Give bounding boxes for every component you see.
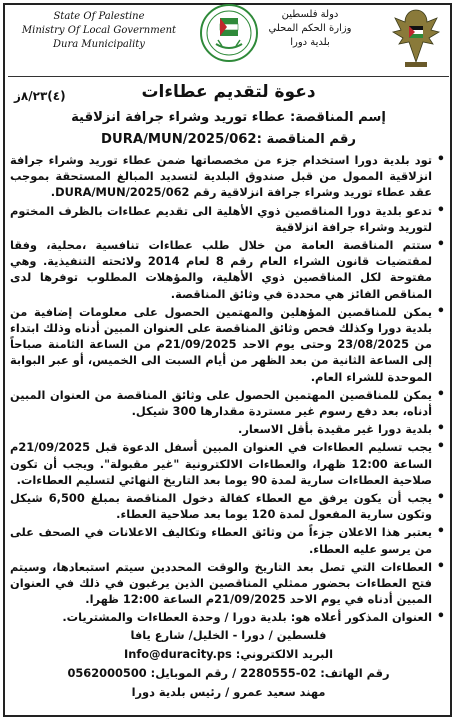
bullet-item: • يجب أن يكون يرفق مع العطاء كفالة دخول المناقصة بمبلغ 6,500 شيكل وتكون سارية المفعول لمدة 120 يوما بعد صلاحية العطاء. (10, 490, 445, 522)
eagle-emblem-icon (389, 4, 443, 72)
bullet-item: • بلدية دورا غير مقيدة بأقل الاسعار. (10, 421, 445, 437)
en-ministry: Ministry Of Local Government (21, 25, 177, 36)
bullet-item: • العطاءات التي تصل بعد التاريخ والوقت المحددين سيتم استبعادها، وسيتم فتح العطاءات بحضور ممثلي المناقصين الذين يرغبون في ذلك في العنوان المبين أدناه في يوم الاحد 21/09/2025م الساعة 12:00 ظهرا. (10, 559, 445, 608)
reference-number: (٤)٨/٢٣ز (14, 89, 66, 103)
ar-municipality: بلدية دورا (290, 37, 330, 48)
bullet-item: • يجب تسليم العطاءات في العنوان المبين أسفل الدعوة قبل 21/09/2025م الساعة 12:00 ظهرا، والعطاءات الالكترونية "غير مقبولة". ويجب أن تكون صلاحية العطاءات سارية لمدة 90 يوما بعد التاريخ النهائي لتسليم العطاءات. (10, 439, 445, 488)
arabic-org-block (235, 8, 385, 50)
bullet-item: • يمكن للمناقصين المؤهلين والمهتمين الحصول على معلومات إضافية من بلدية دورا وكذلك فحص وثائق المناقصة على العنوان المبين أدناه وذلك ابتداء من 23/08/2025 وحتى يوم الاحد 21/09/2025م من الساعة الثامنة صباحاً إلى الساعة الثانية من بعد الظهر من أيام السبت الى الخميس، أو عبر البوابة الموحدة للشراء العام. (10, 304, 445, 385)
header-divider (8, 76, 449, 77)
english-org-block (14, 10, 184, 52)
en-state: State Of Palestine (53, 11, 145, 22)
email-line: البريد الالكتروني: Info@duracity.ps (124, 647, 333, 661)
bullet-item: • يعتبر هذا الاعلان جزءاً من وثائق العطاء وتكاليف الاعلانات في الصحف على من يرسو عليه العطاء. (10, 524, 445, 556)
en-municipality: Dura Municipality (53, 39, 145, 50)
bullet-item: • يمكن للمناقصين المهتمين الحصول على وثائق المناقصة من العنوان المبين أدناه، بعد دفع رسوم غير مستردة مقدارها 300 شيكل. (10, 387, 445, 419)
bullet-item: • ستتم المناقصة العامة من خلال طلب عطاءات تنافسية ،محلية، وفقا لمقتضيات قانون الشراء العام رقم 8 لعام 2014 ولائحته التنفيذية. وهي مفتوحة لكل المناقصين ذوي الأهلية، والمؤهلات المطلوب توفرها لدى المناقص الفائز هي محددة في وثائق المناقصة. (10, 237, 445, 302)
page-title: دعوة لتقديم عطاءات (141, 82, 316, 102)
phone-line: رقم الهاتف: 02-2280555 / رقم الموبايل: 0562000500 (67, 666, 390, 680)
tender-number: رقم المناقصة :DURA/MUN/2025/062 (101, 132, 356, 147)
tender-name: إسم المناقصة: عطاء توريد وشراء جرافة انزلاقية (71, 110, 386, 125)
tender-conditions (10, 152, 445, 628)
signature-line: مهند سعيد عمرو / رئيس بلدية دورا (131, 685, 326, 699)
ar-state: دولة فلسطين (281, 9, 339, 20)
address-line: فلسطين / دورا - الخليل/ شارع يافا (130, 628, 327, 642)
ar-ministry: وزارة الحكم المحلي (268, 23, 352, 34)
bullet-item: • تدعو بلدية دورا المناقصين ذوي الأهلية الى تقديم عطاءات بالظرف المختوم لتوريد وشراء جرافة انزلاقية (10, 203, 445, 235)
letterhead (0, 0, 457, 78)
bullet-item: • العنوان المذكور أعلاه هو: بلدية دورا / وحدة العطاءات والمشتريات. (10, 609, 445, 625)
bullet-item: • تود بلدية دورا استخدام جزء من مخصصاتها ضمن عطاء توريد وشراء جرافة انزلاقية الممول من قبل صندوق البلدية لتسديد المبالغ المستحقة بموجب عقد عطاء توريد وشراء جرافة انزلاقية رقم DURA/MUN/2025/062. (10, 152, 445, 201)
